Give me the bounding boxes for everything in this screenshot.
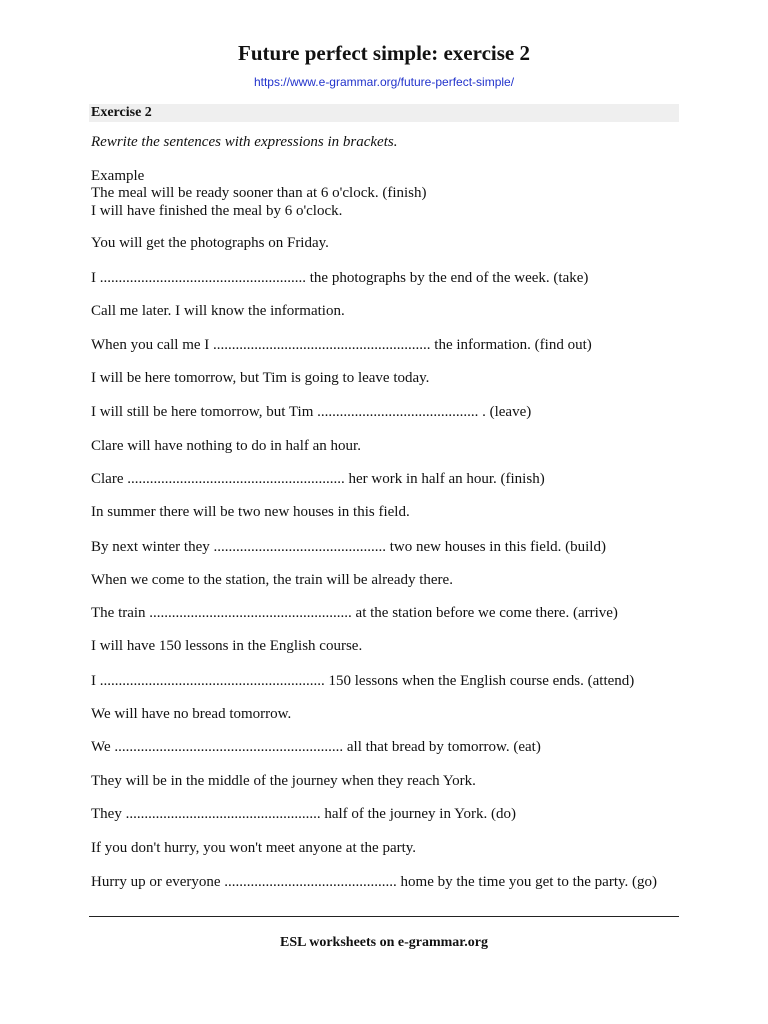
exercise-header-bar (89, 104, 679, 122)
item-sentence: We will have no bread tomorrow. (91, 706, 292, 722)
item-sentence: If you don't hurry, you won't meet anyone at the party. (91, 840, 417, 856)
item-sentence: When we come to the station, the train will be already there. (91, 572, 453, 588)
example-prompt: The meal will be ready sooner than at 6 o'clock. (finish) (91, 185, 427, 201)
source-link[interactable]: https://www.e-grammar.org/future-perfect-simple/ (253, 75, 515, 89)
item-rewrite: I will still be here tomorrow, but Tim ........................................... . (leave) (91, 404, 532, 420)
item-sentence: I will be here tomorrow, but Tim is going to leave today. (91, 370, 430, 386)
item-rewrite: The train ...................................................... at the station before we come there. (arrive) (91, 605, 618, 621)
footer-text: ESL worksheets on e-grammar.org (280, 935, 488, 950)
item-rewrite: Hurry up or everyone .............................................. home by the time you get to the party. (go) (91, 874, 658, 890)
item-sentence: In summer there will be two new houses in this field. (91, 504, 410, 520)
item-sentence: You will get the photographs on Friday. (91, 235, 329, 251)
item-rewrite: I ....................................................... the photographs by the end of the week. (take) (91, 270, 589, 286)
item-sentence: I will have 150 lessons in the English course. (91, 638, 363, 654)
item-rewrite: When you call me I .......................................................... the information. (find out) (91, 337, 592, 353)
item-rewrite: They .................................................... half of the journey in York. (do) (91, 806, 516, 822)
example-heading: Example (91, 168, 145, 184)
exercise-label: Exercise 2 (91, 105, 152, 120)
item-sentence: They will be in the middle of the journey when they reach York. (91, 773, 476, 789)
item-rewrite: Clare .......................................................... her work in half an hour. (finish) (91, 471, 545, 487)
item-rewrite: By next winter they .............................................. two new houses in this field. (build) (91, 539, 606, 555)
page-title: Future perfect simple: exercise 2 (238, 41, 530, 65)
item-rewrite: I ............................................................ 150 lessons when the English course ends. (attend) (91, 673, 635, 689)
item-sentence: Clare will have nothing to do in half an hour. (91, 438, 361, 454)
footer-divider (89, 916, 679, 917)
exercise-instruction: Rewrite the sentences with expressions in brackets. (91, 134, 398, 150)
example-answer: I will have finished the meal by 6 o'clock. (91, 203, 343, 219)
item-sentence: Call me later. I will know the information. (91, 303, 345, 319)
item-rewrite: We ............................................................. all that bread by tomorrow. (eat) (91, 739, 541, 755)
